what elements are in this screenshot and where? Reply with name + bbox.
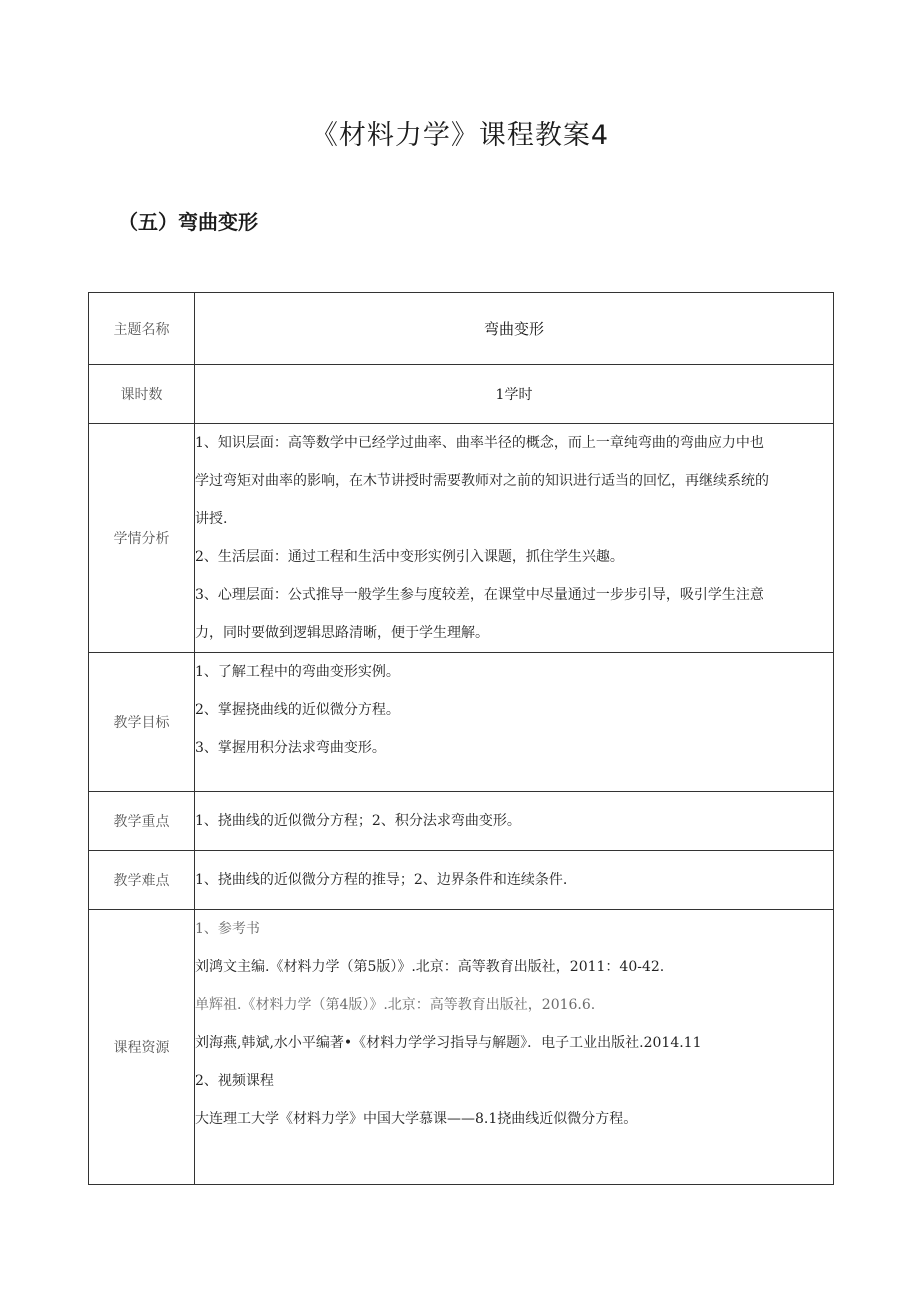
analysis-line: 讲授. [195,511,228,527]
analysis-content [195,424,834,653]
table-row-objectives [89,653,834,792]
lesson-plan-table [88,292,834,1185]
analysis-line: 2、生活层面：通过工程和生活中变形实例引入课题，抓住学生兴趣。 [195,549,624,565]
table-row-hours [89,365,834,424]
row-label-analysis: 学情分析 [89,424,195,653]
resource-reference: 刘鸿文主编.《材料力学（第5版）》.北京：高等教育出版社，2011：40-42. [195,959,665,975]
table-row-topic [89,293,834,365]
table-row-key-points [89,792,834,851]
row-label-objectives: 教学目标 [89,653,195,792]
hours-value: 1学时 [195,365,834,424]
resource-reference: 刘海燕,韩斌,水小平编著•《材料力学学习指导与解题》．电子工业出版社.2014.11 [195,1035,702,1051]
analysis-line: 力，同时要做到逻辑思路清晰，便于学生理解。 [195,625,489,641]
difficulties-value: 1、挠曲线的近似微分方程的推导；2、边界条件和连续条件. [195,851,834,910]
table-row-analysis [89,424,834,653]
table-row-resources [89,910,834,1185]
objective-item: 3、掌握用积分法求弯曲变形。 [195,740,386,756]
row-label-key-points: 教学重点 [89,792,195,851]
resource-heading-videos: 2、视频课程 [195,1073,274,1089]
resource-reference: 单辉祖.《材料力学（第4版）》.北京：高等教育出版社，2016.6. [195,997,596,1013]
row-label-difficulties: 教学难点 [89,851,195,910]
row-label-topic: 主题名称 [89,293,195,365]
objective-item: 2、掌握挠曲线的近似微分方程。 [195,702,400,718]
analysis-line: 学过弯矩对曲率的影响，在木节讲授时需要教师对之前的知识进行适当的回忆，再继续系统的 [195,473,769,489]
key-points-value: 1、挠曲线的近似微分方程；2、积分法求弯曲变形。 [195,792,834,851]
topic-value: 弯曲变形 [195,293,834,365]
table-row-difficulties [89,851,834,910]
objectives-content [195,653,834,792]
resource-video: 大连理工大学《材料力学》中国大学慕课——8.1挠曲线近似微分方程。 [195,1111,638,1127]
resource-heading-books: 1、参考书 [195,921,260,937]
document-title: 《材料力学》课程教案4 [310,120,610,151]
row-label-hours: 课时数 [89,365,195,424]
resources-content [195,910,834,1185]
section-heading: （五）弯曲变形 [118,210,258,234]
analysis-line: 1、知识层面：高等数学中已经学过曲率、曲率半径的概念，而上一章纯弯曲的弯曲应力中也 [195,435,764,451]
analysis-line: 3、心理层面：公式推导一般学生参与度较差，在课堂中尽量通过一步步引导，吸引学生注意 [195,587,764,603]
row-label-resources: 课程资源 [89,910,195,1185]
objective-item: 1、了解工程中的弯曲变形实例。 [195,664,400,680]
